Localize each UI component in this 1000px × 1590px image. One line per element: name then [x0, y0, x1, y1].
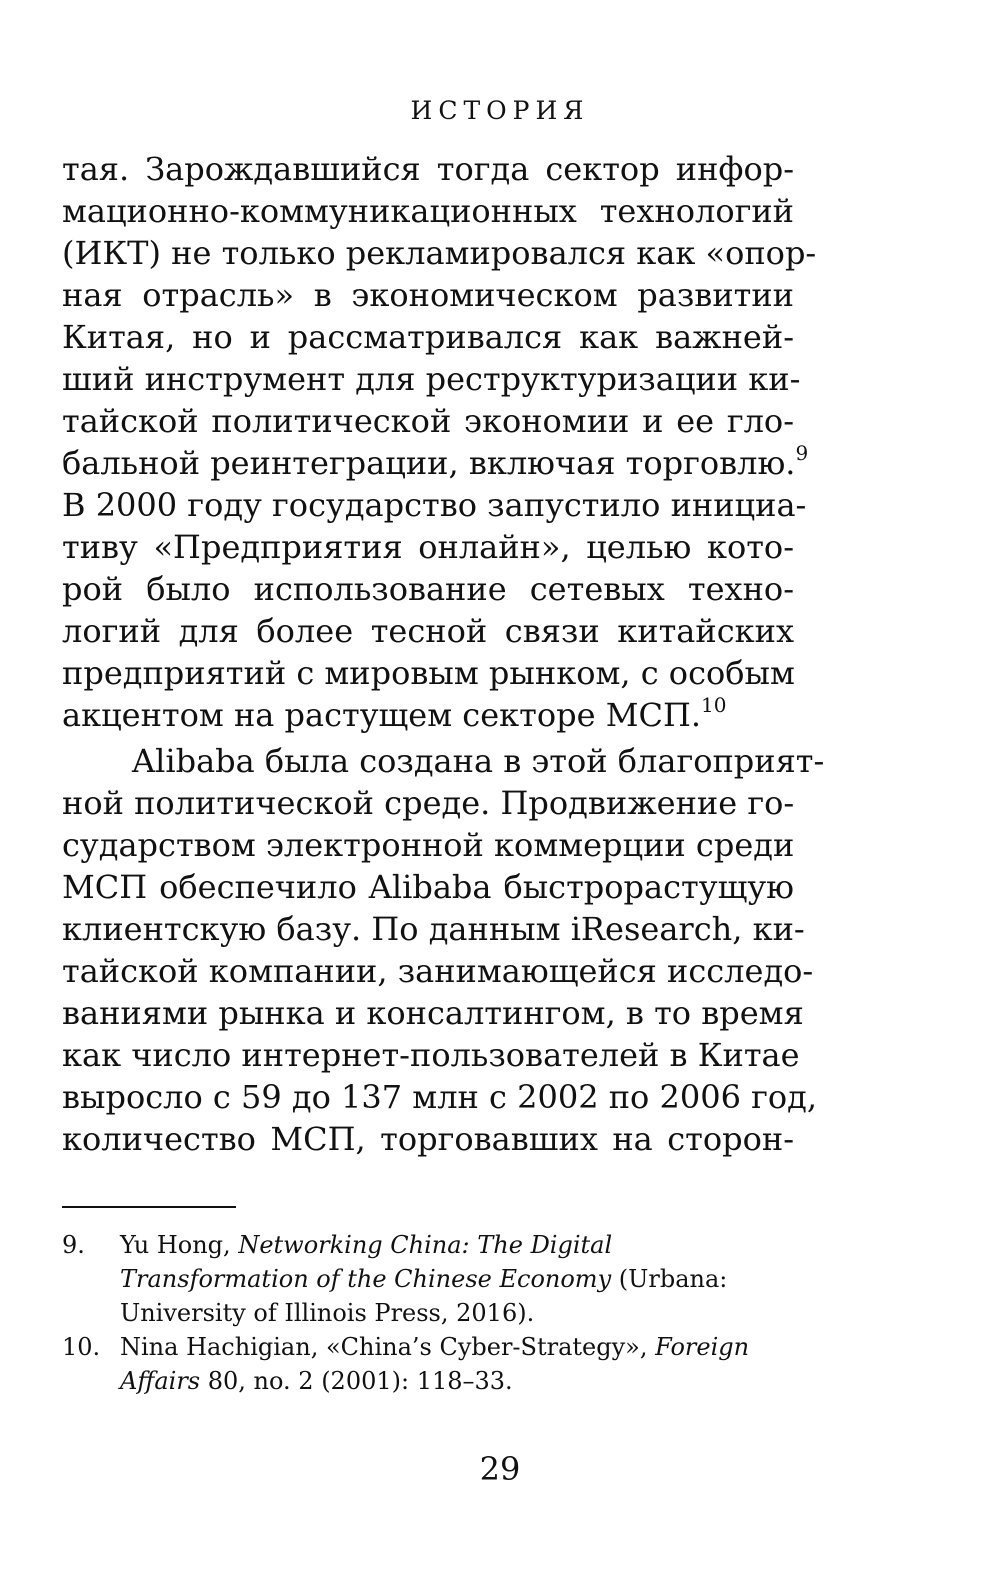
footnotes	[62, 1228, 794, 1398]
footnote-number: 10.	[62, 1333, 101, 1361]
text-line: рой было использование сетевых техно-	[62, 570, 794, 608]
text-line: логий для более тесной связи китайских	[62, 612, 794, 650]
footnote-9	[62, 1228, 794, 1330]
text-line: ной политической среде. Продвижение го-	[62, 784, 795, 822]
text-line: сударством электронной коммерции среди	[62, 826, 795, 864]
footnote-author: Yu Hong,	[120, 1231, 231, 1259]
text-line: тайской компании, занимающейся исследо-	[62, 952, 814, 990]
footnote-title: Networking China: The Digital Transformation of the Chinese Economy	[120, 1231, 613, 1293]
text-line: тайской политической экономии и ее гло-	[62, 402, 794, 440]
text-line: (ИКТ) не только рекламировался как «опор-	[62, 234, 817, 272]
text-line: как число интернет-пользователей в Китае	[62, 1036, 800, 1074]
text-line: МСП обеспечило Alibaba быстрорастущую	[62, 868, 794, 906]
text-line: ший инструмент для реструктуризации ки-	[62, 360, 801, 398]
text-line: В 2000 году государство запустило инициа-	[62, 486, 807, 524]
text-line: Китая, но и рассматривался как важней-	[62, 318, 794, 356]
text-line: тиву «Предприятия онлайн», целью кото-	[62, 528, 794, 566]
footnote-title: Foreign Affairs	[120, 1333, 750, 1395]
text-line: ная отрасль» в экономическом развитии	[62, 276, 794, 314]
text-line: клиентскую базу. По данным iResearch, ки-	[62, 910, 805, 948]
text-line: мационно-коммуникационных технологий	[62, 192, 794, 230]
footnote-author: Nina Hachigian, «China’s Cyber-Strategy»,	[120, 1333, 648, 1361]
body-text	[62, 148, 825, 1160]
footnote-10	[62, 1330, 794, 1398]
footnote-ref-10: 10	[701, 693, 727, 717]
text-line: тая. Зарождавшийся тогда сектор инфор-	[62, 150, 794, 188]
text-line-with-footnote	[62, 694, 794, 736]
running-head: ИСТОРИЯ	[410, 96, 590, 125]
text-line: выросло с 59 до 137 млн с 2002 по 2006 год,	[62, 1078, 817, 1116]
footnote-separator	[62, 1206, 236, 1208]
text-line: предприятий с мировым рынком, с особым	[62, 654, 795, 692]
footnote-rest: 80, no. 2 (2001): 118–33.	[207, 1367, 513, 1395]
text-line-content: акцентом на растущем секторе МСП.	[62, 696, 702, 734]
footnote-number: 9.	[62, 1231, 85, 1259]
footnote-ref-9: 9	[795, 441, 809, 465]
text-line: Alibaba была создана в этой благоприят-	[132, 742, 825, 780]
page-number: 29	[479, 1450, 521, 1488]
text-line-with-footnote	[62, 441, 809, 484]
text-line-content: бальной реинтеграции, включая торговлю.	[62, 444, 796, 482]
footnote-rest: (Urbana: University of Illinois Press, 2016).	[120, 1265, 728, 1327]
text-line: количество МСП, торговавших на сторон-	[62, 1120, 794, 1158]
text-line: ваниями рынка и консалтингом, в то время	[62, 994, 804, 1032]
